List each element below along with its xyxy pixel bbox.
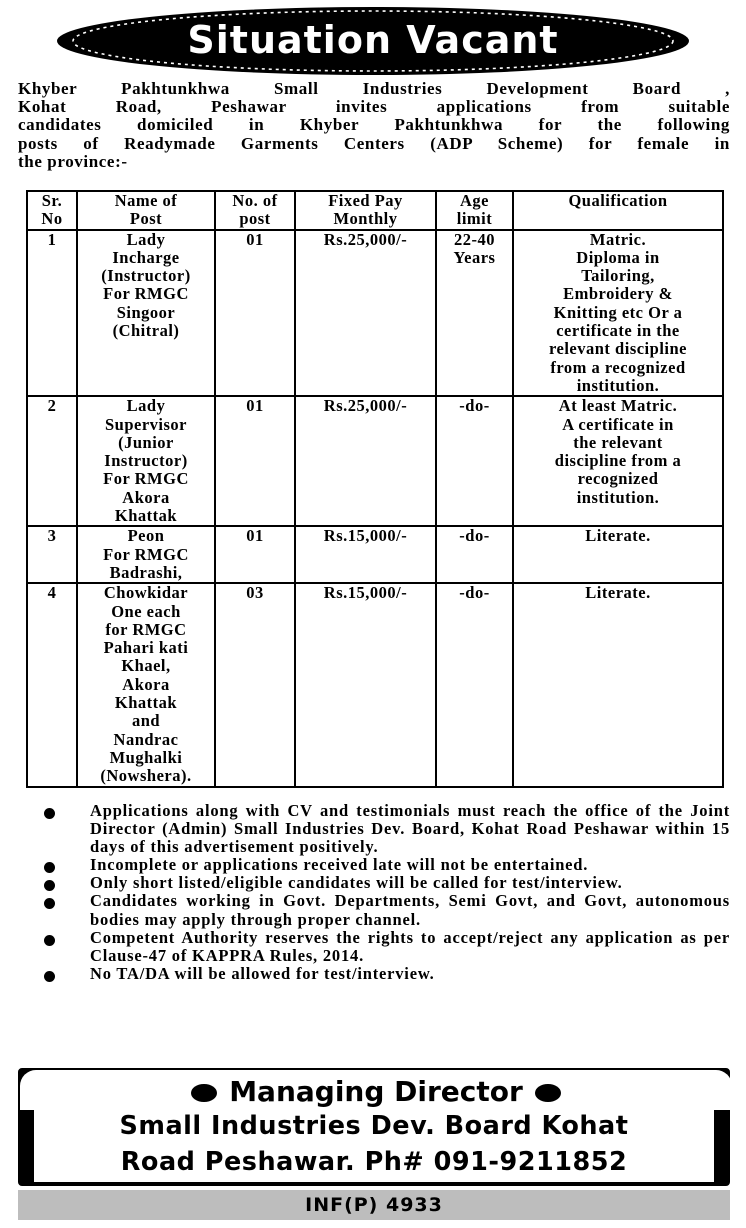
address-panel (34, 1108, 714, 1182)
serial-number-cell: 2 (27, 396, 77, 526)
age-limit-cell: -do- (436, 396, 513, 526)
page-title: Situation Vacant (187, 18, 559, 62)
post-name-cell: Lady Supervisor (Junior Instructor) For RMGC Akora Khattak (77, 396, 215, 526)
bullet-dot-icon (535, 1084, 561, 1102)
intro-line: posts of Readymade Garments Centers (ADP Scheme) for female in (18, 133, 730, 153)
bullet-icon (44, 898, 55, 909)
intro-line: candidates domiciled in Khyber Pakhtunkhwa for the following (18, 115, 730, 135)
pay-cell: Rs.25,000/- (295, 396, 436, 526)
intro-line: Kohat Road, Peshawar invites applications from suitable (18, 97, 730, 117)
intro-line: Khyber Pakhtunkhwa Small Industries Development Board , (18, 79, 730, 98)
note-text: Competent Authority reserves the rights to accept/reject any application as per Clause-47 of KAPPRA Rules, 2014. (90, 927, 730, 965)
table-header-row (27, 191, 723, 230)
serial-number-cell: 1 (27, 230, 77, 397)
column-header: Fixed Pay Monthly (295, 191, 436, 230)
note-text: Only short listed/eligible candidates will be called for test/interview. (90, 873, 623, 893)
intro-paragraph (18, 80, 730, 171)
age-limit-cell: -do- (436, 526, 513, 583)
serial-number-cell: 4 (27, 583, 77, 786)
age-limit-cell: 22-40 Years (436, 230, 513, 397)
age-limit-cell: -do- (436, 583, 513, 786)
bullet-icon (44, 880, 55, 891)
qualification-cell: Matric. Diploma in Tailoring, Embroidery & Knitting etc Or a certificate in the relevant discipline from a recognized institution. (513, 230, 723, 397)
notes-list (40, 802, 730, 983)
table-row (27, 230, 723, 397)
post-name-cell: Peon For RMGC Badrashi, (77, 526, 215, 583)
serial-number-cell: 3 (27, 526, 77, 583)
address-line-2: Road Peshawar. Ph# 091-9211852 (120, 1147, 628, 1177)
bullet-icon (44, 808, 55, 819)
address-line-1: Small Industries Dev. Board Kohat (119, 1111, 629, 1141)
qualification-cell: Literate. (513, 583, 723, 786)
designation (20, 1076, 732, 1108)
note-item (40, 802, 730, 856)
post-count-cell: 03 (215, 583, 295, 786)
column-header: No. of post (215, 191, 295, 230)
pay-cell: Rs.15,000/- (295, 583, 436, 786)
footer-box (18, 1068, 730, 1186)
note-item (40, 892, 730, 928)
table-row (27, 526, 723, 583)
post-count-cell: 01 (215, 230, 295, 397)
intro-line: the province:- (18, 151, 128, 171)
column-header: Age limit (436, 191, 513, 230)
table-row (27, 396, 723, 526)
reference-number: INF(P) 4933 (18, 1190, 730, 1220)
bullet-icon (44, 862, 55, 873)
post-name-cell: Chowkidar One each for RMGC Pahari kati Khael, Akora Khattak and Nandrac Mughalki (Nowshera). (77, 583, 215, 786)
column-header: Name of Post (77, 191, 215, 230)
bullet-icon (44, 935, 55, 946)
note-text: Candidates working in Govt. Departments, Semi Govt, and Govt, autonomous bodies may apply through proper channel. (90, 891, 730, 929)
column-header: Qualification (513, 191, 723, 230)
pay-cell: Rs.25,000/- (295, 230, 436, 397)
bullet-icon (44, 971, 55, 982)
note-text: Incomplete or applications received late will not be entertained. (90, 855, 589, 875)
bullet-dot-icon (191, 1084, 217, 1102)
column-header: Sr. No (27, 191, 77, 230)
designation-text: Managing Director (229, 1075, 523, 1108)
note-text: Applications along with CV and testimonials must reach the office of the Joint Director (Admin) Small Industries Dev. Board, Kohat Road Peshawar within 15 days of this advertisement positively. (90, 801, 730, 857)
qualification-cell: Literate. (513, 526, 723, 583)
note-item (40, 874, 730, 892)
posts-table (26, 190, 724, 788)
note-item (40, 856, 730, 874)
table-row (27, 583, 723, 786)
post-count-cell: 01 (215, 526, 295, 583)
note-item (40, 929, 730, 965)
post-count-cell: 01 (215, 396, 295, 526)
pay-cell: Rs.15,000/- (295, 526, 436, 583)
qualification-cell: At least Matric. A certificate in the relevant discipline from a recognized institution. (513, 396, 723, 526)
note-text: No TA/DA will be allowed for test/interview. (90, 963, 435, 983)
title-banner (56, 6, 690, 76)
note-item (40, 965, 730, 983)
post-name-cell: Lady Incharge (Instructor) For RMGC Singoor (Chitral) (77, 230, 215, 397)
